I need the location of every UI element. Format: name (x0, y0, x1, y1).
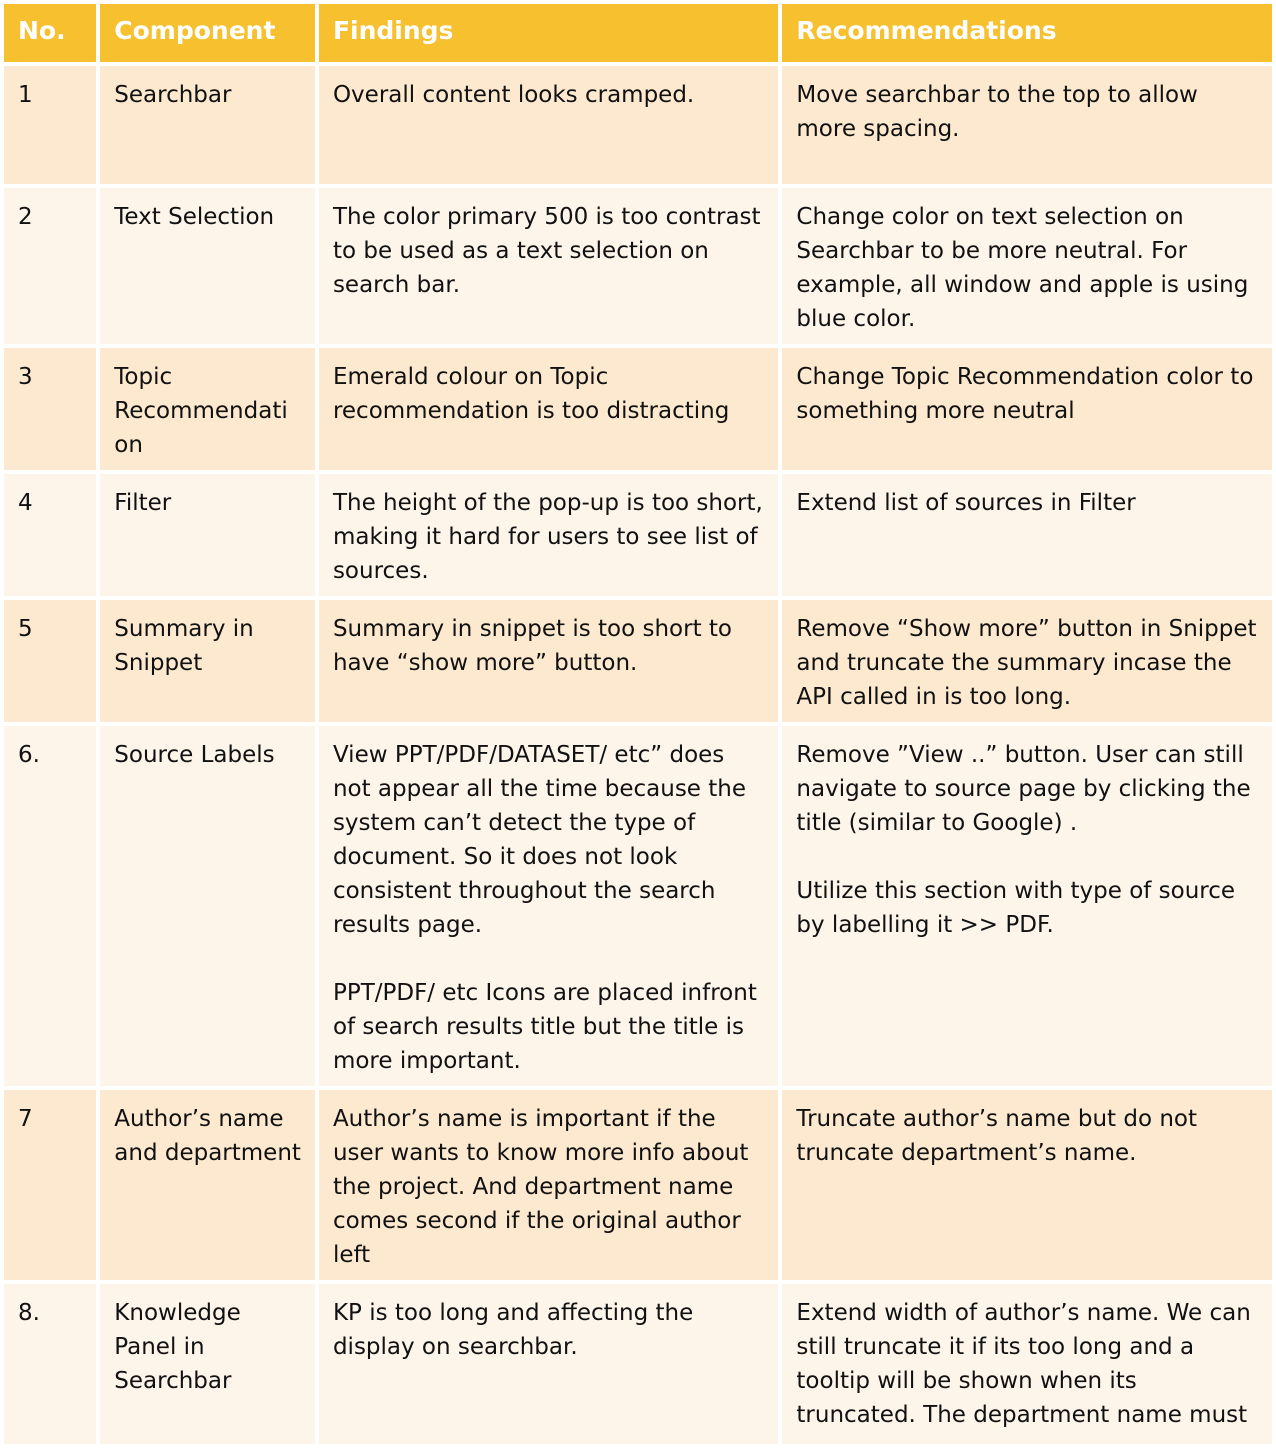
cell-component: Author’s name and department (100, 1090, 315, 1280)
cell-no: 1 (4, 66, 96, 184)
cell-component: Searchbar (100, 66, 315, 184)
table-body (4, 66, 1272, 1444)
cell-no: 5 (4, 600, 96, 722)
table-row (4, 1284, 1272, 1444)
cell-findings: The color primary 500 is too contrast to be used as a text selection on search bar. (319, 188, 778, 344)
cell-component: Source Labels (100, 726, 315, 1086)
cell-recommendations: Change Topic Recommendation color to something more neutral (782, 348, 1272, 470)
cell-recommendations: Move searchbar to the top to allow more spacing. (782, 66, 1272, 184)
cell-findings: Emerald colour on Topic recommendation is too distracting (319, 348, 778, 470)
cell-findings: View PPT/PDF/DATASET/ etc” does not appear all the time because the system can’t detect the type of document. So it does not look consistent throughout the search results page. PPT/PDF/ etc Icons are placed infront of search results title but the title is more important. (319, 726, 778, 1086)
cell-no: 4 (4, 474, 96, 596)
header-no: No. (4, 4, 96, 62)
cell-component: Knowledge Panel in Searchbar (100, 1284, 315, 1444)
cell-no: 7 (4, 1090, 96, 1280)
cell-no: 2 (4, 188, 96, 344)
header-findings: Findings (319, 4, 778, 62)
cell-findings: Author’s name is important if the user wants to know more info about the project. And department name comes second if the original author left (319, 1090, 778, 1280)
cell-no: 6. (4, 726, 96, 1086)
cell-recommendations: Truncate author’s name but do not truncate department’s name. (782, 1090, 1272, 1280)
header-recommendations: Recommendations (782, 4, 1272, 62)
cell-component: Filter (100, 474, 315, 596)
header-row (4, 4, 1272, 62)
cell-findings: Overall content looks cramped. (319, 66, 778, 184)
table-row (4, 188, 1272, 344)
table-row (4, 600, 1272, 722)
table-header (4, 4, 1272, 62)
cell-recommendations: Remove ”View ..” button. User can still navigate to source page by clicking the title (similar to Google) . Utilize this section with type of source by labelling it >> PDF. (782, 726, 1272, 1086)
cell-no: 3 (4, 348, 96, 470)
table-row (4, 66, 1272, 184)
table-row (4, 474, 1272, 596)
cell-component: Text Selection (100, 188, 315, 344)
cell-findings: The height of the pop-up is too short, making it hard for users to see list of sources. (319, 474, 778, 596)
table-row (4, 348, 1272, 470)
cell-no: 8. (4, 1284, 96, 1444)
table-row (4, 726, 1272, 1086)
cell-component: Summary in Snippet (100, 600, 315, 722)
cell-recommendations: Extend width of author’s name. We can still truncate it if its too long and a tooltip will be shown when its truncated. The department name must (782, 1284, 1272, 1444)
cell-component: Topic Recommendation (100, 348, 315, 470)
cell-recommendations: Change color on text selection on Searchbar to be more neutral. For example, all window and apple is using blue color. (782, 188, 1272, 344)
cell-recommendations: Remove “Show more” button in Snippet and truncate the summary incase the API called in is too long. (782, 600, 1272, 722)
cell-recommendations: Extend list of sources in Filter (782, 474, 1272, 596)
header-component: Component (100, 4, 315, 62)
cell-findings: KP is too long and affecting the display on searchbar. (319, 1284, 778, 1444)
cell-findings: Summary in snippet is too short to have “show more” button. (319, 600, 778, 722)
table-row (4, 1090, 1272, 1280)
